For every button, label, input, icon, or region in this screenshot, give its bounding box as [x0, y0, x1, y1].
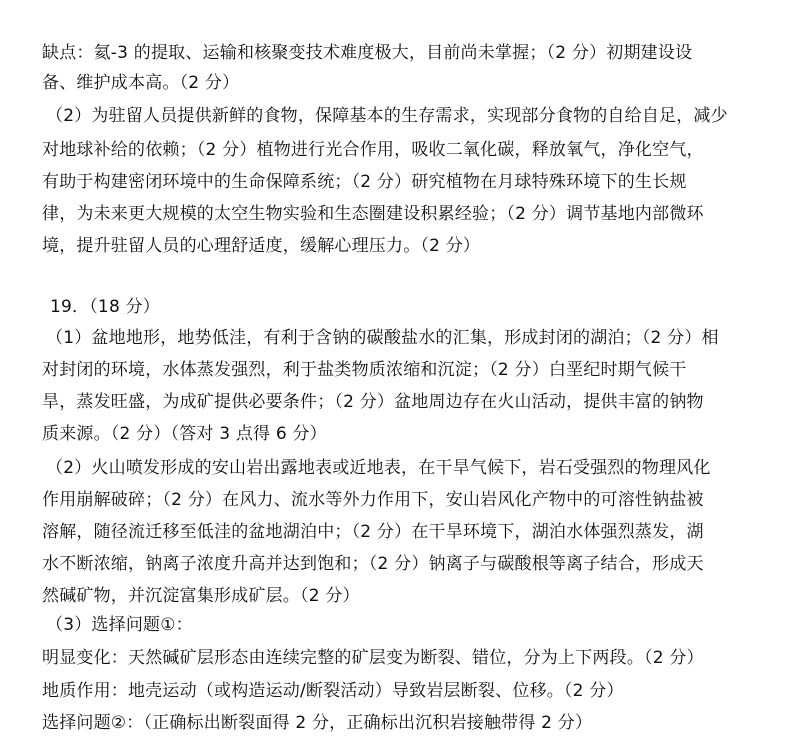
- part-b-line-1: （2）为驻留人员提供新鲜的食物，保障基本的生存需求，实现部分食物的自给自足，减少: [46, 106, 728, 126]
- part-a-line-1: 缺点：氦-3 的提取、运输和核聚变技术难度极大，目前尚未掌握；（2 分）初期建设设: [42, 43, 693, 63]
- q19-part1-line-2: 对封闭的环境，水体蒸发强烈，利于盐类物质浓缩和沉淀；（2 分）白垩纪时期气候干: [42, 360, 687, 380]
- q19-part2-line-4: 水不断浓缩，钠离子浓度升高并达到饱和；（2 分）钠离子与碳酸根等离子结合，形成天: [42, 554, 704, 574]
- q19-part2-line-2: 作用崩解破碎；（2 分）在风力、流水等外力作用下，安山岩风化产物中的可溶性钠盐被: [42, 490, 704, 510]
- q19-part3-line-2: 地质作用：地壳运动（或构造运动/断裂活动）导致岩层断裂、位移。（2 分）: [42, 681, 624, 701]
- part-b-line-4: 律，为未来更大规模的太空生物实验和生态圈建设积累经验；（2 分）调节基地内部微环: [42, 204, 704, 224]
- q19-part2-line-3: 溶解，随径流迁移至低洼的盆地湖泊中；（2 分）在干旱环境下，湖泊水体强烈蒸发，湖: [42, 522, 704, 542]
- q19-part3-heading: （3）选择问题①：: [46, 615, 193, 635]
- q19-part2-line-1: （2）火山喷发形成的安山岩出露地表或近地表，在干旱气候下，岩石受强烈的物理风化: [46, 458, 711, 478]
- question-19-heading: 19．（18 分）: [50, 297, 160, 317]
- q19-part3-line-3: 选择问题②：（正确标出断裂面得 2 分，正确标出沉积岩接触带得 2 分）: [42, 713, 593, 733]
- q19-part2-line-5: 然碱矿物，并沉淀富集形成矿层。（2 分）: [42, 586, 360, 606]
- part-b-line-3: 有助于构建密闭环境中的生命保障系统；（2 分）研究植物在月球特殊环境下的生长规: [42, 172, 687, 192]
- part-a-line-2: 备、维护成本高。（2 分）: [42, 73, 240, 93]
- part-b-line-5: 境，提升驻留人员的心理舒适度，缓解心理压力。（2 分）: [42, 236, 481, 256]
- q19-part1-line-1: （1）盆地地形，地势低洼，有利于含钠的碳酸盐水的汇集，形成封闭的湖泊；（2 分）相: [46, 328, 719, 348]
- part-b-line-2: 对地球补给的依赖；（2 分）植物进行光合作用，吸收二氧化碳，释放氧气，净化空气，: [42, 140, 704, 160]
- q19-part1-line-3: 旱，蒸发旺盛，为成矿提供必要条件；（2 分）盆地周边存在火山活动，提供丰富的钠物: [42, 392, 704, 412]
- q19-part3-line-1: 明显变化：天然碱矿层形态由连续完整的矿层变为断裂、错位，分为上下两段。（2 分）: [42, 648, 704, 668]
- q19-part1-line-4: 质来源。（2 分）（答对 3 点得 6 分）: [42, 424, 327, 444]
